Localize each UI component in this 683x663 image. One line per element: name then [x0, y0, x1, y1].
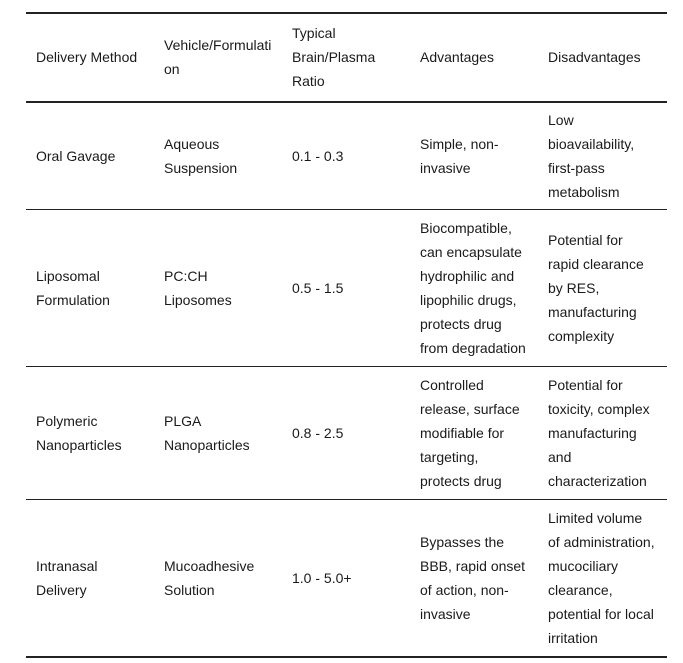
cell-ratio: 0.1 - 0.3 [292, 148, 344, 164]
cell-disadvantages: Potential for toxicity, complex manufacturing and characterization [548, 377, 650, 489]
cell-disadvantages: Limited volume of administration, mucociliary clearance, potential for local irritation [548, 510, 655, 646]
header-brain-plasma-ratio: Typical Brain/Plasma Ratio [292, 25, 376, 89]
table-row [26, 102, 667, 210]
cell-advantages: Simple, non-invasive [420, 136, 499, 176]
cell-disadvantages: Low bioavailability, first-pass metabolism [548, 112, 635, 200]
cell-method: Liposomal Formulation [36, 268, 110, 308]
cell-ratio: 1.0 - 5.0+ [292, 570, 352, 586]
cell-vehicle: Mucoadhesive Solution [164, 558, 255, 598]
cell-advantages: Controlled release, surface modifiable for targeting, protects drug [420, 377, 520, 489]
cell-advantages: Biocompatible, can encapsulate hydrophilic and lipophilic drugs, protects drug from degradation [420, 220, 526, 356]
cell-vehicle: PC:CH Liposomes [164, 268, 232, 308]
table-row [26, 210, 667, 367]
delivery-methods-table [26, 12, 667, 658]
comparison-table-container [26, 12, 667, 658]
cell-ratio: 0.8 - 2.5 [292, 425, 344, 441]
table-row [26, 500, 667, 658]
header-disadvantages: Disadvantages [548, 49, 641, 65]
header-delivery-method: Delivery Method [36, 49, 138, 65]
header-advantages: Advantages [420, 49, 494, 65]
header-vehicle-formulation: Vehicle/Formulation [164, 37, 272, 77]
cell-vehicle: PLGA Nanoparticles [164, 413, 250, 453]
cell-disadvantages: Potential for rapid clearance by RES, manufacturing complexity [548, 232, 644, 344]
cell-method: Polymeric Nanoparticles [36, 413, 122, 453]
cell-method: Oral Gavage [36, 148, 116, 164]
cell-method: Intranasal Delivery [36, 558, 98, 598]
table-body [26, 102, 667, 657]
cell-ratio: 0.5 - 1.5 [292, 280, 344, 296]
cell-vehicle: Aqueous Suspension [164, 136, 238, 176]
cell-advantages: Bypasses the BBB, rapid onset of action, non-invasive [420, 534, 526, 622]
table-row [26, 367, 667, 500]
header-row [26, 13, 667, 102]
table-header [26, 13, 667, 102]
